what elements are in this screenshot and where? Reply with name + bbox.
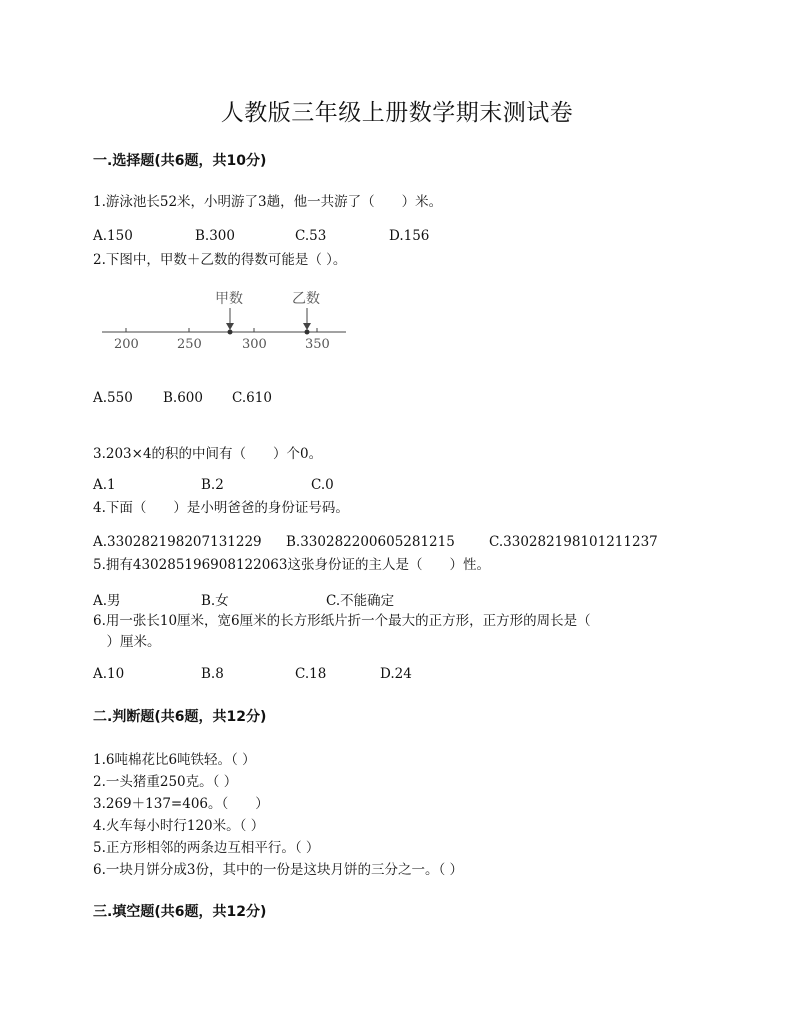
label-yi: 乙数	[292, 291, 320, 307]
section-heading-fill: 三.填空题(共6题，共12分)	[93, 904, 267, 920]
option-c: C.18	[295, 666, 327, 682]
option-a: A.10	[93, 666, 125, 682]
option-d: D.24	[380, 666, 412, 682]
page-title: 人教版三年级上册数学期末测试卷	[220, 100, 574, 126]
tick-label: 300	[242, 337, 267, 352]
question-1-options	[93, 228, 713, 246]
question-5: 5.拥有430285196908122063这张身份证的主人是（ ）性。	[93, 557, 490, 573]
judge-item-1: 1.6吨棉花比6吨铁轻。（ ）	[93, 752, 256, 768]
tick-label: 350	[305, 337, 330, 352]
section-heading-judge: 二.判断题(共6题，共12分)	[93, 709, 267, 725]
question-5-options	[93, 589, 713, 607]
judge-item-4: 4.火车每小时行120米。（ ）	[93, 818, 265, 834]
option-b: B.8	[201, 666, 224, 682]
option-b: B.330282200605281215	[286, 534, 455, 550]
option-b: B.2	[201, 477, 224, 493]
judge-item-5: 5.正方形相邻的两条边互相平行。（ ）	[93, 840, 320, 856]
question-1: 1.游泳池长52米，小明游了3趟，他一共游了（ ）米。	[93, 194, 443, 210]
tick-label: 250	[177, 337, 202, 352]
option-a: A.1	[93, 477, 116, 493]
arrow-down-icon	[226, 323, 234, 330]
judge-item-3: 3.269＋137=406。（ ）	[93, 796, 269, 812]
option-a: A.150	[93, 228, 133, 244]
option-c: C.330282198101211237	[489, 534, 658, 550]
option-c: C.610	[232, 390, 272, 406]
option-a: A.550	[93, 390, 133, 406]
option-c: C.不能确定	[326, 593, 395, 609]
arrow-down-icon	[303, 323, 311, 330]
option-c: C.0	[311, 477, 334, 493]
option-a: A.330282198207131229	[93, 534, 262, 550]
tick-label: 200	[114, 337, 139, 352]
question-2-options	[93, 390, 713, 408]
option-d: D.156	[389, 228, 430, 244]
option-a: A.男	[93, 593, 121, 609]
option-c: C.53	[295, 228, 327, 244]
question-3: 3.203×4的积的中间有（ ）个0。	[93, 446, 323, 462]
question-6-options	[93, 666, 713, 684]
option-b: B.300	[195, 228, 235, 244]
option-b: B.女	[201, 593, 229, 609]
question-6-line-1: 6.用一张长10厘米，宽6厘米的长方形纸片折一个最大的正方形，正方形的周长是（	[93, 613, 591, 629]
judge-item-6: 6.一块月饼分成3份，其中的一份是这块月饼的三分之一。（ ）	[93, 862, 464, 878]
question-4-options	[93, 534, 713, 552]
point-jia	[228, 330, 233, 335]
question-6-line-2: ）厘米。	[93, 634, 161, 650]
judge-item-2: 2.一头猪重250克。（ ）	[93, 774, 238, 790]
section-heading-choice: 一.选择题(共6题，共10分)	[93, 153, 267, 169]
question-3-options	[93, 477, 713, 495]
option-b: B.600	[163, 390, 203, 406]
number-line-figure	[98, 283, 358, 353]
question-4: 4.下面（ ）是小明爸爸的身份证号码。	[93, 500, 349, 516]
point-yi	[305, 330, 310, 335]
label-jia: 甲数	[215, 291, 243, 307]
question-2: 2.下图中，甲数＋乙数的得数可能是（ ）。	[93, 252, 347, 268]
